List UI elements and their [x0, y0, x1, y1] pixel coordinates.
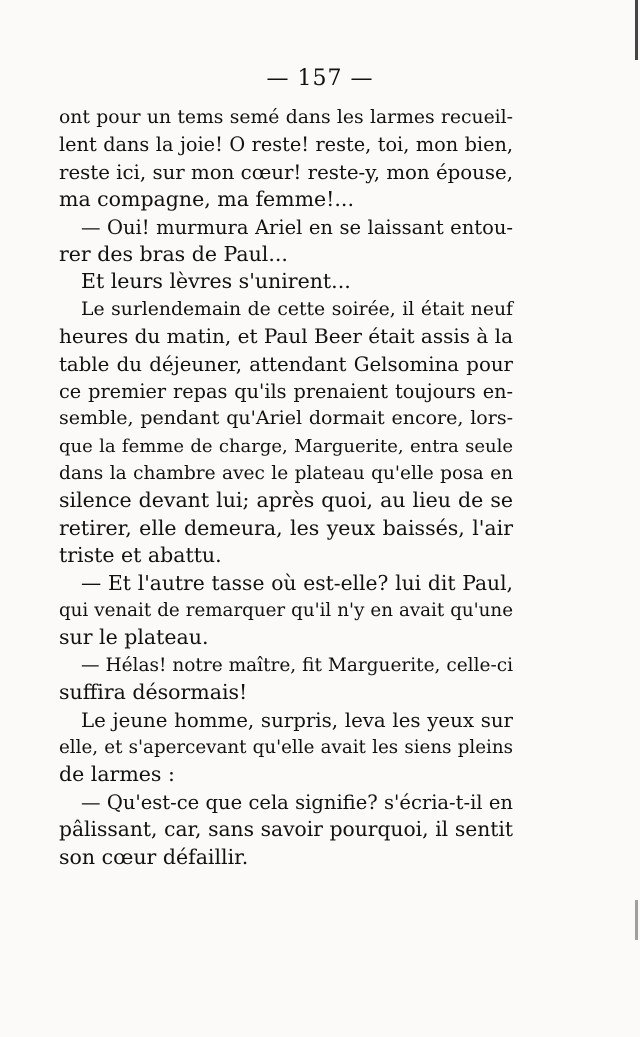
text-line: rer des bras de Paul...: [59, 241, 288, 266]
page-number: — 157 —: [266, 66, 374, 91]
scan-edge-mark: [635, 0, 638, 60]
text-line: — Qu'est-ce que cela signifie? s'écria-t-il en: [81, 790, 513, 814]
text-line: triste et abattu.: [59, 543, 222, 568]
text-line: suffira désormais!: [59, 680, 248, 705]
text-line: — Oui! murmura Ariel en se laissant entou-: [81, 215, 513, 239]
text-line: lent dans la joie! O reste! reste, toi, mon bien,: [59, 133, 513, 157]
body-text: [59, 104, 513, 871]
text-line: que la femme de charge, Marguerite, entra seule: [59, 435, 513, 457]
text-line: Le surlendemain de cette soirée, il était neuf: [81, 298, 513, 320]
text-line: silence devant lui; après quoi, au lieu de se: [59, 488, 513, 513]
text-line: ma compagne, ma femme!...: [59, 187, 354, 212]
text-line: semble, pendant qu'Ariel dormait encore, lors-: [59, 407, 513, 430]
scan-edge-mark: [635, 900, 638, 940]
text-line: reste ici, sur mon cœur! reste-y, mon épouse,: [59, 160, 513, 184]
text-line: retirer, elle demeura, les yeux baissés, l'air: [59, 515, 513, 540]
text-line: table du déjeuner, attendant Gelsomina pour: [59, 352, 513, 376]
text-line: ont pour un tems semé dans les larmes recueil-: [59, 107, 513, 128]
text-line: son cœur défaillir.: [59, 844, 249, 869]
text-line: qui venait de remarquer qu'il n'y en avait qu'une: [59, 600, 513, 622]
text-line: — Et l'autre tasse où est-elle? lui dit Paul,: [81, 570, 513, 595]
text-line: elle, et s'apercevant qu'elle avait les siens pleins: [59, 736, 513, 758]
text-line: Le jeune homme, surpris, leva les yeux sur: [81, 708, 513, 732]
text-line: — Hélas! notre maître, fit Marguerite, celle-ci: [81, 654, 513, 676]
text-line: sur le plateau.: [59, 625, 209, 650]
text-line: pâlissant, car, sans savoir pourquoi, il sentit: [59, 817, 513, 842]
text-line: ce premier repas qu'ils prenaient toujours en-: [59, 379, 513, 403]
text-line: dans la chambre avec le plateau qu'elle posa en: [59, 463, 513, 485]
text-line: heures du matin, et Paul Beer était assis à la: [59, 324, 513, 349]
text-line: de larmes :: [59, 762, 175, 787]
text-line: Et leurs lèvres s'unirent...: [81, 269, 351, 294]
